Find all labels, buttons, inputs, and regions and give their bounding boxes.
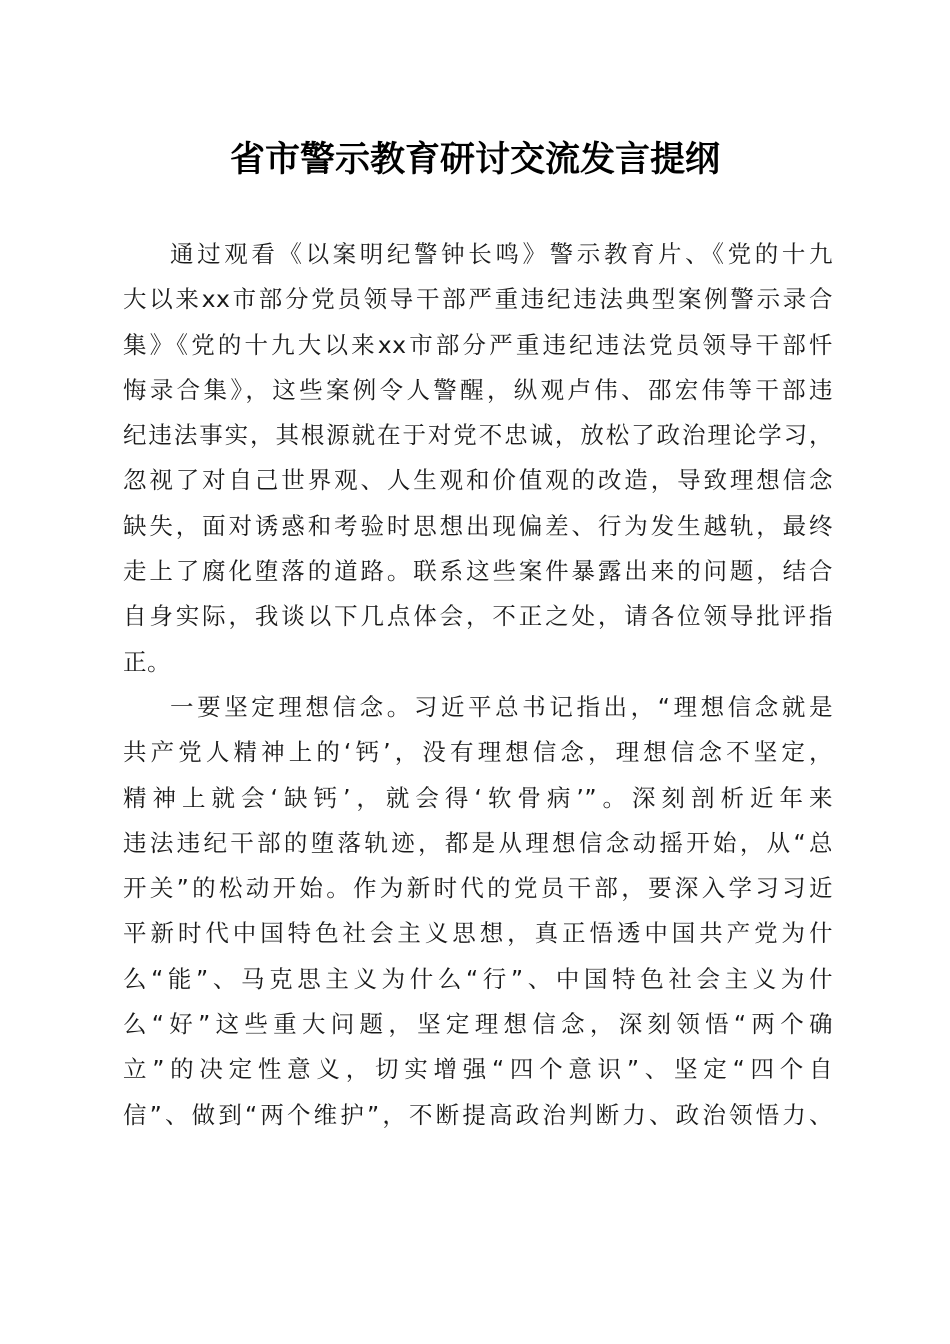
text-line: 缺失，面对诱惑和考验时思想出现偏差、行为发生越轨，最终 [123,511,833,540]
text-line: 通过观看《以案明纪警钟长鸣》警示教育片、《党的十九 [170,240,833,268]
text-line: 忽视了对自己世界观、人生观和价值观的改造，导致理想信念 [123,466,833,495]
text-line: 开关”的松动开始。作为新时代的党员干部，要深入学习习近 [123,874,833,903]
text-line: 精神上就会‘缺钙’，就会得‘软骨病’”。深刻剖析近年来 [123,783,833,812]
text-line: 纪违法事实，其根源就在于对党不忠诚，放松了政治理论学习， [123,421,833,450]
text-line: 悔录合集》，这些案例令人警醒，纵观卢伟、邵宏伟等干部违 [123,375,833,404]
text-line: 正。 [123,647,171,676]
text-line: 违法违纪干部的堕落轨迹，都是从理想信念动摇开始，从“总 [123,828,833,857]
text-line: 自身实际，我谈以下几点体会，不正之处，请各位领导批评指 [123,602,833,631]
text-line: 走上了腐化堕落的道路。联系这些案件暴露出来的问题，结合 [123,557,833,586]
text-line: 共产党人精神上的‘钙’，没有理想信念，理想信念不坚定， [123,738,833,767]
text-line: 信”、做到“两个维护”，不断提高政治判断力、政治领悟力、 [123,1100,833,1129]
document-body [123,232,833,1138]
text-line: 么“好”这些重大问题，坚定理想信念，深刻领悟“两个确 [123,1010,833,1039]
paragraph-intro [123,232,833,685]
text-line: 么“能”、马克思主义为什么“行”、中国特色社会主义为什 [123,964,833,993]
text-line: 集》《党的十九大以来xx市部分严重违纪违法党员领导干部忏 [123,330,833,359]
document-title: 省市警示教育研讨交流发言提纲 [229,139,720,180]
text-line: 平新时代中国特色社会主义思想，真正悟透中国共产党为什 [123,919,833,948]
text-line: 一要坚定理想信念。习近平总书记指出，“理想信念就是 [170,692,833,721]
paragraph-point-one [123,685,833,1138]
text-line: 大以来xx市部分党员领导干部严重违纪违法典型案例警示录合 [123,285,833,314]
text-line: 立”的决定性意义，切实增强“四个意识”、坚定“四个自 [123,1055,833,1084]
